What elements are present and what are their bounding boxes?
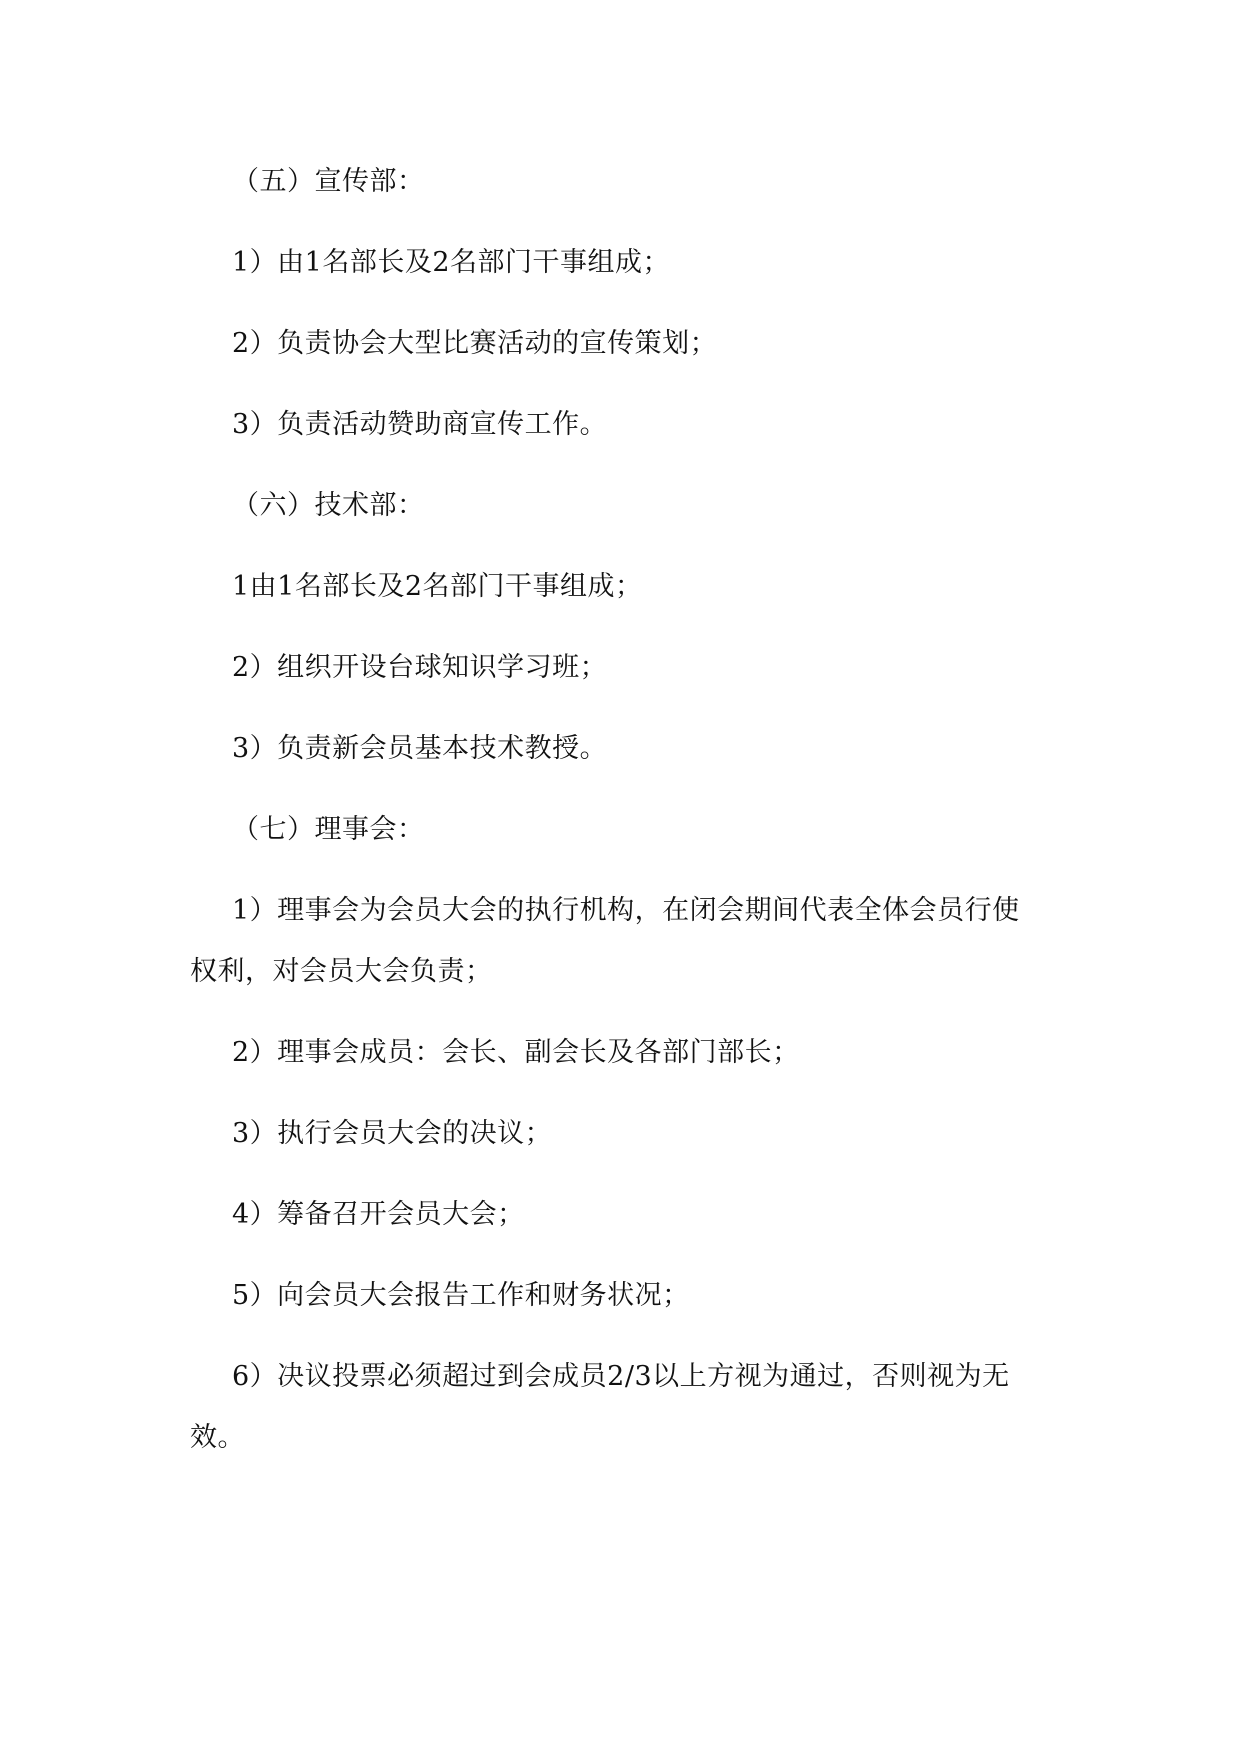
paragraph-line: 2）组织开设台球知识学习班； xyxy=(232,652,608,683)
paragraph-line: 2）理事会成员：会长、副会长及各部门部长； xyxy=(232,1037,800,1068)
paragraph-line-continuation: 权利，对会员大会负责； xyxy=(190,956,493,987)
paragraph-line: 6）决议投票必须超过到会成员2/3以上方视为通过，否则视为无 xyxy=(232,1361,1010,1392)
paragraph-line-continuation: 效。 xyxy=(190,1422,245,1453)
paragraph-line: 1）理事会为会员大会的执行机构，在闭会期间代表全体会员行使 xyxy=(232,895,1020,926)
paragraph-line: 3）负责活动赞助商宣传工作。 xyxy=(232,409,608,440)
paragraph-line: 4）筹备召开会员大会； xyxy=(232,1199,525,1230)
paragraph-line: 5）向会员大会报告工作和财务状况； xyxy=(232,1280,690,1311)
paragraph-line: 3）负责新会员基本技术教授。 xyxy=(232,733,608,764)
paragraph-line: 1由1名部长及2名部门干事组成； xyxy=(232,571,643,602)
paragraph-line: 2）负责协会大型比赛活动的宣传策划； xyxy=(232,328,718,359)
paragraph-line: 3）执行会员大会的决议； xyxy=(232,1118,553,1149)
section-heading-publicity: （五）宣传部： xyxy=(232,166,425,197)
section-heading-technical: （六）技术部： xyxy=(232,490,425,521)
paragraph-line: 1）由1名部长及2名部门干事组成； xyxy=(232,247,671,278)
section-heading-council: （七）理事会： xyxy=(232,814,425,845)
